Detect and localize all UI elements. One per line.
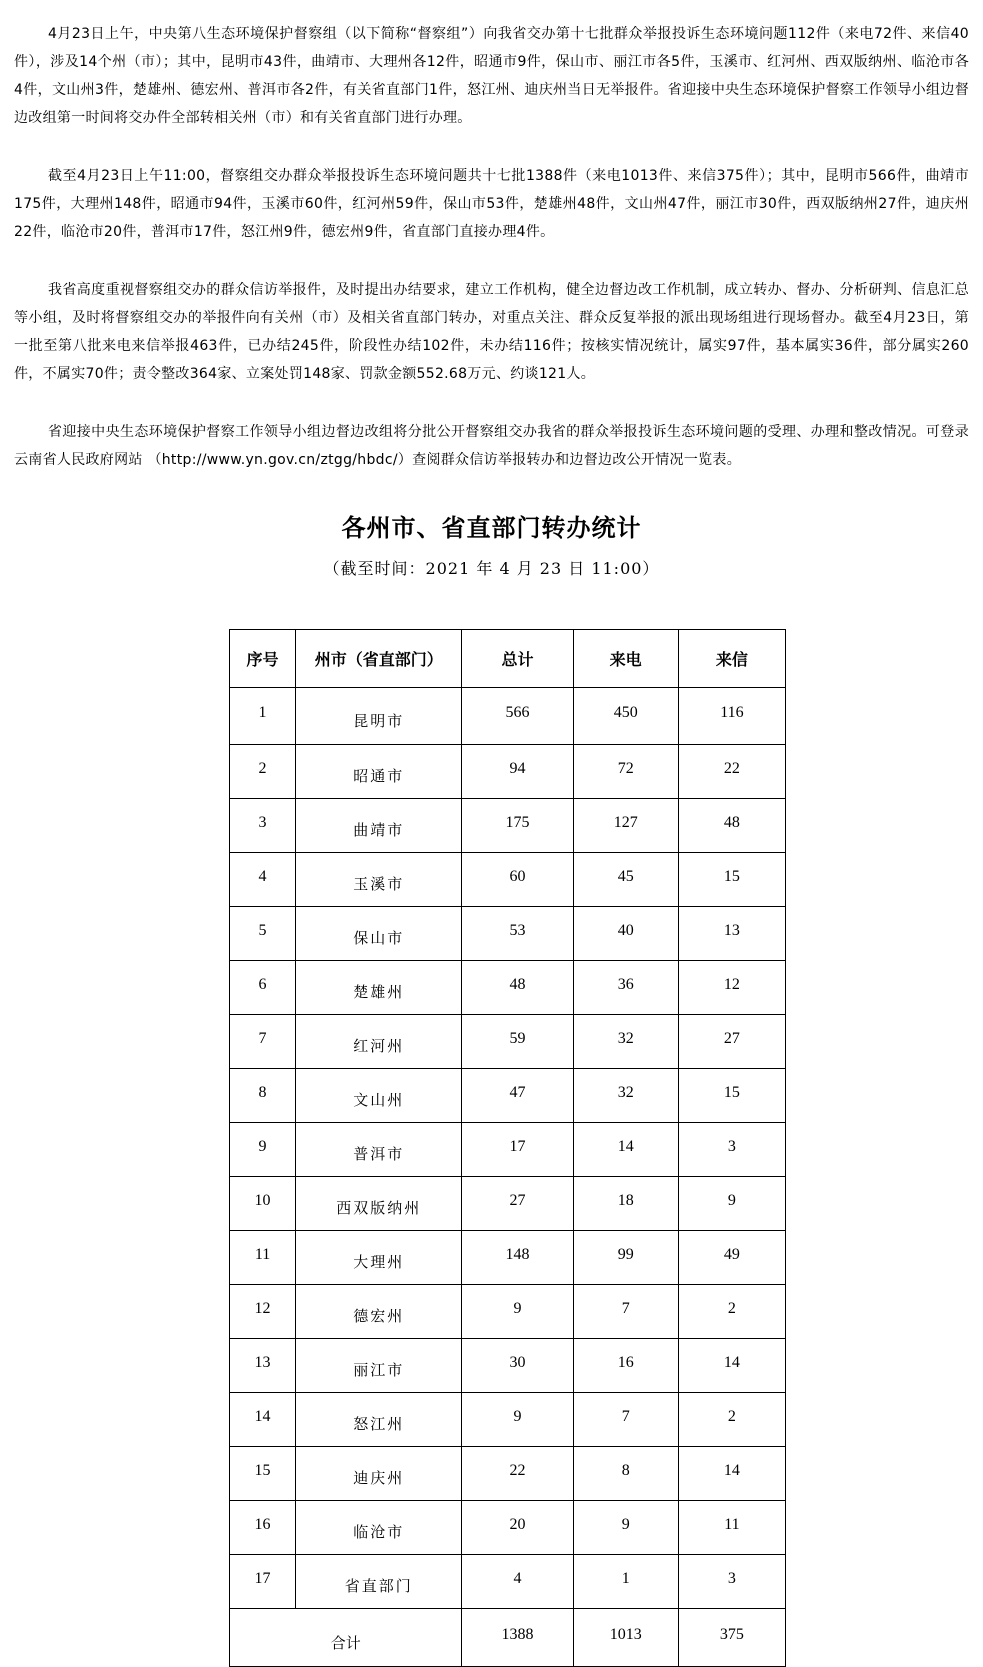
region-cell: 德宏州 xyxy=(296,1285,462,1339)
letter-cell: 13 xyxy=(678,907,785,961)
total-cell: 9 xyxy=(462,1285,573,1339)
index-cell: 13 xyxy=(230,1339,296,1393)
letter-cell: 49 xyxy=(678,1231,785,1285)
table-row xyxy=(230,1015,786,1069)
article-paragraph-1: 4月23日上午，中央第八生态环境保护督察组（以下简称“督察组”）向我省交办第十七批群众举报投诉生态环境问题112件（来电72件、来信40件），涉及14个州（市）；其中，昆明市43件，曲靖市、大理州各12件，昭通市9件，保山市、丽江市各5件，玉溪市、红河州、西双版纳州、临沧市各4件，文山州3件，楚雄州、德宏州、普洱市各2件，有关省直部门1件，怒江州、迪庆州当日无举报件。省迎接中央生态环境保护督察工作领导小组边督边改组第一时间将交办件全部转相关州（市）和有关省直部门进行办理。 xyxy=(14,26,969,126)
header-total: 总计 xyxy=(462,630,573,688)
region-cell: 省直部门 xyxy=(296,1555,462,1609)
index-cell: 8 xyxy=(230,1069,296,1123)
table-row xyxy=(230,853,786,907)
letter-cell: 3 xyxy=(678,1123,785,1177)
phone-cell: 127 xyxy=(573,799,678,853)
total-cell: 60 xyxy=(462,853,573,907)
region-cell: 大理州 xyxy=(296,1231,462,1285)
letter-cell: 14 xyxy=(678,1339,785,1393)
letter-cell: 15 xyxy=(678,1069,785,1123)
index-cell: 1 xyxy=(230,688,296,745)
phone-cell: 450 xyxy=(573,688,678,745)
phone-cell: 14 xyxy=(573,1123,678,1177)
phone-cell: 18 xyxy=(573,1177,678,1231)
letter-cell: 2 xyxy=(678,1393,785,1447)
index-cell: 4 xyxy=(230,853,296,907)
table-row xyxy=(230,1393,786,1447)
phone-cell: 99 xyxy=(573,1231,678,1285)
index-cell: 9 xyxy=(230,1123,296,1177)
table-row xyxy=(230,1069,786,1123)
index-cell: 12 xyxy=(230,1285,296,1339)
letter-cell: 22 xyxy=(678,745,785,799)
phone-cell: 36 xyxy=(573,961,678,1015)
article-paragraph-3: 我省高度重视督察组交办的群众信访举报件，及时提出办结要求，建立工作机构，健全边督边改工作机制，成立转办、督办、分析研判、信息汇总等小组，及时将督察组交办的举报件向有关州（市）及相关省直部门转办，对重点关注、群众反复举报的派出现场组进行现场督办。截至4月23日，第一批至第八批来电来信举报463件，已办结245件，阶段性办结102件，未办结116件；按核实情况统计，属实97件，基本属实36件，部分属实260件，不属实70件；责令整改364家、立案处罚148家、罚款金额552.68万元、约谈121人。 xyxy=(14,282,969,382)
region-cell: 文山州 xyxy=(296,1069,462,1123)
index-cell: 10 xyxy=(230,1177,296,1231)
region-cell: 玉溪市 xyxy=(296,853,462,907)
table-row xyxy=(230,745,786,799)
index-cell: 5 xyxy=(230,907,296,961)
region-cell: 临沧市 xyxy=(296,1501,462,1555)
phone-cell: 32 xyxy=(573,1069,678,1123)
index-cell: 3 xyxy=(230,799,296,853)
phone-cell: 7 xyxy=(573,1393,678,1447)
region-cell: 昆明市 xyxy=(296,688,462,745)
table-row xyxy=(230,1501,786,1555)
index-cell: 15 xyxy=(230,1447,296,1501)
table-subtitle: （截至时间：2021 年 4 月 23 日 11:00） xyxy=(323,559,660,578)
total-cell: 9 xyxy=(462,1393,573,1447)
table-row xyxy=(230,1285,786,1339)
index-cell: 16 xyxy=(230,1501,296,1555)
table-header-row xyxy=(230,630,786,688)
phone-cell: 1 xyxy=(573,1555,678,1609)
region-cell: 保山市 xyxy=(296,907,462,961)
index-cell: 11 xyxy=(230,1231,296,1285)
phone-cell: 45 xyxy=(573,853,678,907)
table-row xyxy=(230,961,786,1015)
table-row xyxy=(230,688,786,745)
letter-cell: 9 xyxy=(678,1177,785,1231)
total-label: 合计 xyxy=(230,1609,462,1667)
phone-cell: 32 xyxy=(573,1015,678,1069)
index-cell: 6 xyxy=(230,961,296,1015)
phone-cell: 7 xyxy=(573,1285,678,1339)
index-cell: 17 xyxy=(230,1555,296,1609)
table-row xyxy=(230,799,786,853)
letter-cell: 12 xyxy=(678,961,785,1015)
total-cell: 47 xyxy=(462,1069,573,1123)
total-cell: 148 xyxy=(462,1231,573,1285)
region-cell: 曲靖市 xyxy=(296,799,462,853)
region-cell: 楚雄州 xyxy=(296,961,462,1015)
header-region: 州市（省直部门） xyxy=(296,630,462,688)
index-cell: 7 xyxy=(230,1015,296,1069)
letter-cell: 116 xyxy=(678,688,785,745)
table-row xyxy=(230,1339,786,1393)
article-paragraph-4: 省迎接中央生态环境保护督察工作领导小组边督边改组将分批公开督察组交办我省的群众举报投诉生态环境问题的受理、办理和整改情况。可登录云南省人民政府网站 （http://www.yn.gov.cn/ztgg/hbdc/）查阅群众信访举报转办和边督边改公开情况一览表。 xyxy=(14,424,969,468)
region-cell: 昭通市 xyxy=(296,745,462,799)
table-row xyxy=(230,1123,786,1177)
header-index: 序号 xyxy=(230,630,296,688)
total-cell: 175 xyxy=(462,799,573,853)
header-phone: 来电 xyxy=(573,630,678,688)
total-letter-cell: 375 xyxy=(678,1609,785,1667)
letter-cell: 14 xyxy=(678,1447,785,1501)
letter-cell: 11 xyxy=(678,1501,785,1555)
total-cell: 1388 xyxy=(462,1609,573,1667)
total-cell: 48 xyxy=(462,961,573,1015)
region-cell: 迪庆州 xyxy=(296,1447,462,1501)
table-row xyxy=(230,907,786,961)
phone-cell: 72 xyxy=(573,745,678,799)
letter-cell: 3 xyxy=(678,1555,785,1609)
phone-cell: 9 xyxy=(573,1501,678,1555)
table-title: 各州市、省直部门转办统计 xyxy=(341,513,642,542)
phone-cell: 8 xyxy=(573,1447,678,1501)
total-cell: 27 xyxy=(462,1177,573,1231)
article-paragraph-2: 截至4月23日上午11:00，督察组交办群众举报投诉生态环境问题共十七批1388件（来电1013件、来信375件）；其中，昆明市566件，曲靖市175件，大理州148件，昭通市94件，玉溪市60件，红河州59件，保山市53件，楚雄州48件，文山州47件，丽江市30件，西双版纳州27件，迪庆州22件，临沧市20件，普洱市17件，怒江州9件，德宏州9件，省直部门直接办理4件。 xyxy=(14,168,969,240)
total-row xyxy=(230,1609,786,1667)
total-cell: 53 xyxy=(462,907,573,961)
total-cell: 30 xyxy=(462,1339,573,1393)
index-cell: 2 xyxy=(230,745,296,799)
region-cell: 怒江州 xyxy=(296,1393,462,1447)
letter-cell: 48 xyxy=(678,799,785,853)
total-phone-cell: 1013 xyxy=(573,1609,678,1667)
phone-cell: 16 xyxy=(573,1339,678,1393)
total-cell: 20 xyxy=(462,1501,573,1555)
region-cell: 西双版纳州 xyxy=(296,1177,462,1231)
total-cell: 94 xyxy=(462,745,573,799)
referral-statistics-table xyxy=(229,629,786,1667)
table-body xyxy=(230,688,786,1667)
total-cell: 566 xyxy=(462,688,573,745)
region-cell: 普洱市 xyxy=(296,1123,462,1177)
index-cell: 14 xyxy=(230,1393,296,1447)
phone-cell: 40 xyxy=(573,907,678,961)
table-row xyxy=(230,1177,786,1231)
table-row xyxy=(230,1447,786,1501)
header-letter: 来信 xyxy=(678,630,785,688)
table-row xyxy=(230,1555,786,1609)
letter-cell: 15 xyxy=(678,853,785,907)
letter-cell: 2 xyxy=(678,1285,785,1339)
total-cell: 4 xyxy=(462,1555,573,1609)
region-cell: 丽江市 xyxy=(296,1339,462,1393)
region-cell: 红河州 xyxy=(296,1015,462,1069)
total-cell: 22 xyxy=(462,1447,573,1501)
table-row xyxy=(230,1231,786,1285)
letter-cell: 27 xyxy=(678,1015,785,1069)
total-cell: 17 xyxy=(462,1123,573,1177)
total-cell: 59 xyxy=(462,1015,573,1069)
